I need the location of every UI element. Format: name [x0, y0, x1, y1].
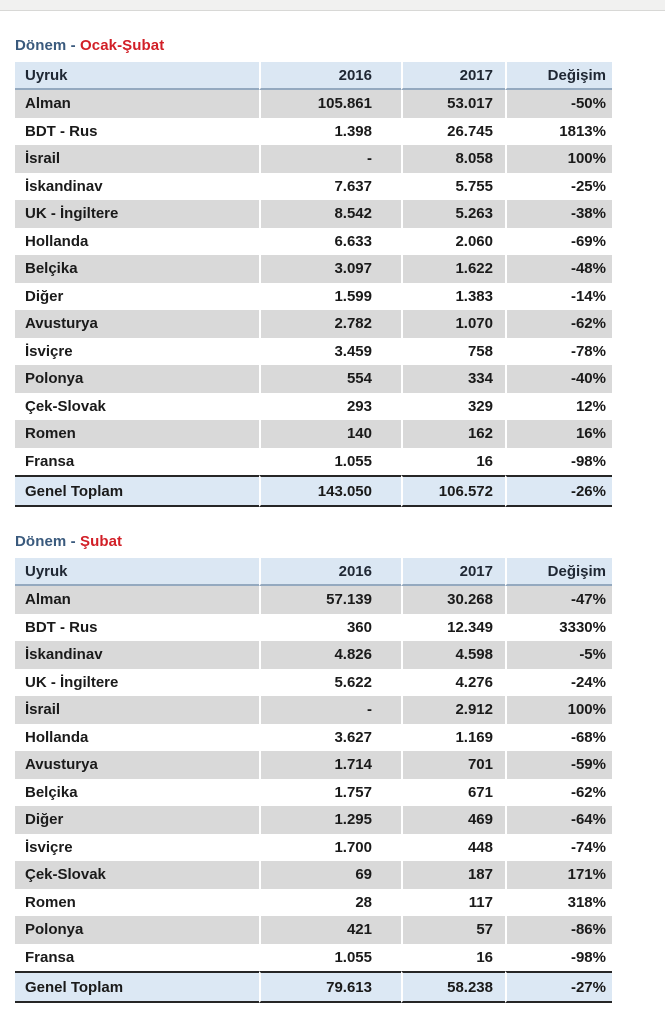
- cell-2017: 162: [401, 420, 505, 448]
- cell-uyruk: BDT - Rus: [15, 118, 259, 146]
- cell-uyruk: İskandinav: [15, 641, 259, 669]
- cell-2017: 448: [401, 834, 505, 862]
- cell-2017: 329: [401, 393, 505, 421]
- table-row: [15, 751, 612, 779]
- column-header-degisim: Değişim: [505, 558, 612, 586]
- cell-degisim: -78%: [505, 338, 612, 366]
- cell-2016: 1.599: [259, 283, 401, 311]
- cell-2016: 69: [259, 861, 401, 889]
- table-row: [15, 779, 612, 807]
- cell-uyruk: Çek-Slovak: [15, 393, 259, 421]
- cell-uyruk: İsrail: [15, 696, 259, 724]
- cell-degisim: -62%: [505, 310, 612, 338]
- cell-uyruk: İsviçre: [15, 834, 259, 862]
- cell-degisim: 12%: [505, 393, 612, 421]
- table-row: [15, 145, 612, 173]
- cell-degisim: -64%: [505, 806, 612, 834]
- cell-2016: 6.633: [259, 228, 401, 256]
- table-row: [15, 641, 612, 669]
- cell-2016: -: [259, 145, 401, 173]
- cell-2017: 12.349: [401, 614, 505, 642]
- cell-2017: 187: [401, 861, 505, 889]
- cell-2016: 8.542: [259, 200, 401, 228]
- cell-uyruk: Fransa: [15, 448, 259, 476]
- column-header-degisim: Değişim: [505, 62, 612, 90]
- cell-degisim: -24%: [505, 669, 612, 697]
- total-label: Genel Toplam: [15, 475, 259, 507]
- cell-2016: 7.637: [259, 173, 401, 201]
- cell-2016: 293: [259, 393, 401, 421]
- total-degisim: -27%: [505, 971, 612, 1003]
- total-2016: 79.613: [259, 971, 401, 1003]
- cell-degisim: 171%: [505, 861, 612, 889]
- table-row: [15, 586, 612, 614]
- cell-degisim: 3330%: [505, 614, 612, 642]
- total-degisim: -26%: [505, 475, 612, 507]
- table-row: [15, 420, 612, 448]
- cell-2017: 5.263: [401, 200, 505, 228]
- cell-degisim: -74%: [505, 834, 612, 862]
- cell-uyruk: Alman: [15, 586, 259, 614]
- table-row: [15, 393, 612, 421]
- table-row: [15, 944, 612, 972]
- table-row: [15, 173, 612, 201]
- cell-uyruk: İskandinav: [15, 173, 259, 201]
- table-row: [15, 118, 612, 146]
- period-value: Ocak-Şubat: [79, 37, 165, 54]
- cell-2016: 105.861: [259, 90, 401, 118]
- cell-uyruk: UK - İngiltere: [15, 200, 259, 228]
- table-row: [15, 310, 612, 338]
- cell-degisim: 100%: [505, 145, 612, 173]
- cell-uyruk: İsrail: [15, 145, 259, 173]
- cell-degisim: -69%: [505, 228, 612, 256]
- table-row: [15, 448, 612, 476]
- cell-2017: 8.058: [401, 145, 505, 173]
- cell-2017: 1.169: [401, 724, 505, 752]
- cell-2016: 421: [259, 916, 401, 944]
- column-header-2017: 2017: [401, 558, 505, 586]
- section-title-ocak-subat: [15, 37, 612, 54]
- table-row: [15, 228, 612, 256]
- cell-degisim: -38%: [505, 200, 612, 228]
- cell-2017: 57: [401, 916, 505, 944]
- table-body: [15, 90, 612, 475]
- cell-2016: 1.055: [259, 448, 401, 476]
- cell-2017: 334: [401, 365, 505, 393]
- cell-degisim: -98%: [505, 944, 612, 972]
- table-row: [15, 834, 612, 862]
- cell-2017: 758: [401, 338, 505, 366]
- header-row: [15, 62, 612, 90]
- cell-2016: 3.627: [259, 724, 401, 752]
- cell-2016: -: [259, 696, 401, 724]
- table-row: [15, 861, 612, 889]
- cell-2016: 1.055: [259, 944, 401, 972]
- cell-degisim: -47%: [505, 586, 612, 614]
- nationality-table-ocak-subat: [15, 62, 612, 507]
- cell-uyruk: Avusturya: [15, 310, 259, 338]
- cell-uyruk: Fransa: [15, 944, 259, 972]
- cell-uyruk: Belçika: [15, 255, 259, 283]
- cell-2017: 53.017: [401, 90, 505, 118]
- report-content: [15, 37, 612, 1003]
- table-row: [15, 90, 612, 118]
- cell-uyruk: UK - İngiltere: [15, 669, 259, 697]
- cell-2016: 1.700: [259, 834, 401, 862]
- cell-degisim: 318%: [505, 889, 612, 917]
- cell-2016: 28: [259, 889, 401, 917]
- cell-2017: 16: [401, 448, 505, 476]
- cell-degisim: -59%: [505, 751, 612, 779]
- cell-uyruk: Hollanda: [15, 724, 259, 752]
- cell-degisim: -25%: [505, 173, 612, 201]
- cell-degisim: -5%: [505, 641, 612, 669]
- cell-uyruk: Hollanda: [15, 228, 259, 256]
- cell-2017: 4.598: [401, 641, 505, 669]
- cell-uyruk: BDT - Rus: [15, 614, 259, 642]
- column-header-2017: 2017: [401, 62, 505, 90]
- table-row: [15, 200, 612, 228]
- cell-2017: 4.276: [401, 669, 505, 697]
- cell-degisim: -40%: [505, 365, 612, 393]
- cell-degisim: -86%: [505, 916, 612, 944]
- table-row: [15, 255, 612, 283]
- cell-2017: 1.383: [401, 283, 505, 311]
- total-label: Genel Toplam: [15, 971, 259, 1003]
- cell-uyruk: İsviçre: [15, 338, 259, 366]
- cell-degisim: -14%: [505, 283, 612, 311]
- cell-degisim: 16%: [505, 420, 612, 448]
- cell-2016: 5.622: [259, 669, 401, 697]
- cell-2016: 2.782: [259, 310, 401, 338]
- table-row: [15, 806, 612, 834]
- cell-2017: 469: [401, 806, 505, 834]
- period-label: Dönem -: [15, 37, 76, 54]
- header-row: [15, 558, 612, 586]
- table-row: [15, 338, 612, 366]
- table-row: [15, 365, 612, 393]
- cell-2016: 3.097: [259, 255, 401, 283]
- table-row: [15, 916, 612, 944]
- cell-uyruk: Romen: [15, 889, 259, 917]
- column-header-2016: 2016: [259, 558, 401, 586]
- table-row: [15, 614, 612, 642]
- cell-degisim: 1813%: [505, 118, 612, 146]
- cell-degisim: 100%: [505, 696, 612, 724]
- cell-2017: 2.912: [401, 696, 505, 724]
- cell-2016: 140: [259, 420, 401, 448]
- table-row: [15, 724, 612, 752]
- total-2016: 143.050: [259, 475, 401, 507]
- cell-2016: 1.714: [259, 751, 401, 779]
- table-row: [15, 669, 612, 697]
- top-divider-strip: [0, 0, 665, 11]
- nationality-table-subat: [15, 558, 612, 1003]
- cell-uyruk: Diğer: [15, 806, 259, 834]
- cell-2016: 3.459: [259, 338, 401, 366]
- cell-2017: 1.070: [401, 310, 505, 338]
- cell-uyruk: Çek-Slovak: [15, 861, 259, 889]
- period-value: Şubat: [79, 533, 123, 550]
- cell-2017: 30.268: [401, 586, 505, 614]
- column-header-uyruk: Uyruk: [15, 558, 259, 586]
- total-2017: 58.238: [401, 971, 505, 1003]
- cell-2016: 1.398: [259, 118, 401, 146]
- table-row: [15, 696, 612, 724]
- cell-2017: 16: [401, 944, 505, 972]
- cell-degisim: -50%: [505, 90, 612, 118]
- cell-degisim: -62%: [505, 779, 612, 807]
- cell-2017: 26.745: [401, 118, 505, 146]
- cell-2017: 2.060: [401, 228, 505, 256]
- cell-uyruk: Belçika: [15, 779, 259, 807]
- cell-2017: 1.622: [401, 255, 505, 283]
- cell-2016: 1.757: [259, 779, 401, 807]
- period-label: Dönem -: [15, 533, 76, 550]
- cell-uyruk: Diğer: [15, 283, 259, 311]
- cell-2017: 671: [401, 779, 505, 807]
- total-2017: 106.572: [401, 475, 505, 507]
- column-header-uyruk: Uyruk: [15, 62, 259, 90]
- cell-2017: 701: [401, 751, 505, 779]
- cell-uyruk: Alman: [15, 90, 259, 118]
- column-header-2016: 2016: [259, 62, 401, 90]
- cell-degisim: -68%: [505, 724, 612, 752]
- cell-2017: 5.755: [401, 173, 505, 201]
- total-row: [15, 971, 612, 1003]
- section-title-subat: [15, 533, 612, 550]
- cell-uyruk: Romen: [15, 420, 259, 448]
- cell-2016: 4.826: [259, 641, 401, 669]
- table-row: [15, 889, 612, 917]
- cell-uyruk: Polonya: [15, 365, 259, 393]
- cell-degisim: -48%: [505, 255, 612, 283]
- cell-uyruk: Avusturya: [15, 751, 259, 779]
- cell-uyruk: Polonya: [15, 916, 259, 944]
- cell-2016: 554: [259, 365, 401, 393]
- cell-2016: 1.295: [259, 806, 401, 834]
- cell-2017: 117: [401, 889, 505, 917]
- table-body: [15, 586, 612, 971]
- cell-2016: 360: [259, 614, 401, 642]
- total-row: [15, 475, 612, 507]
- cell-2016: 57.139: [259, 586, 401, 614]
- table-row: [15, 283, 612, 311]
- cell-degisim: -98%: [505, 448, 612, 476]
